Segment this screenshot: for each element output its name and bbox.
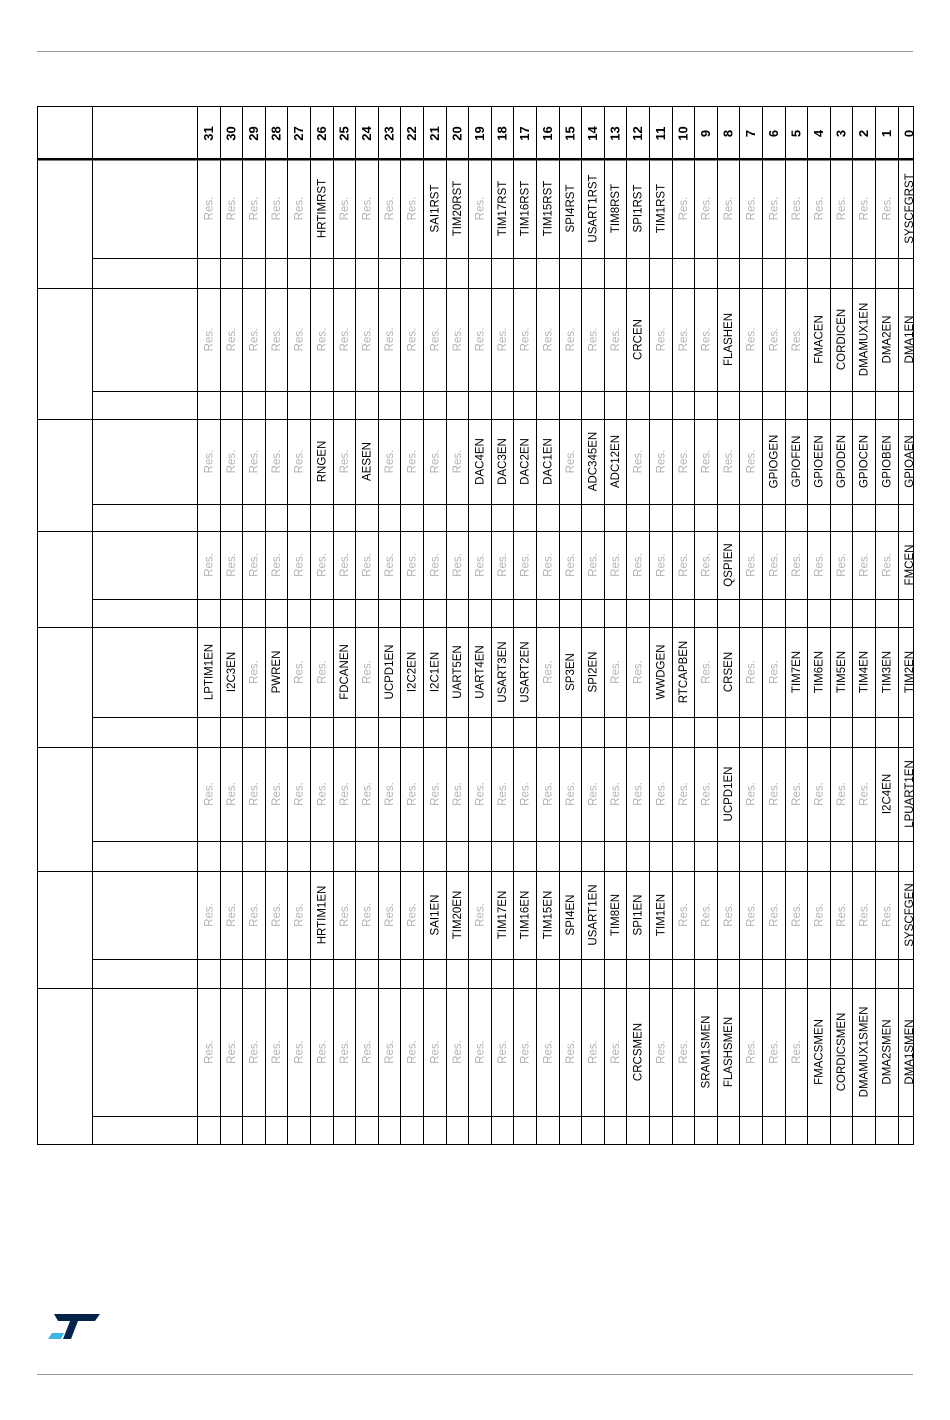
reserved-bit-label: Res.	[384, 449, 397, 474]
bit-number: 6	[765, 129, 781, 138]
reserved-bit-label: Res.	[429, 327, 442, 352]
field-name: TIM20RST	[451, 180, 464, 237]
reserved-bit-label: Res.	[564, 782, 577, 806]
field-name: DAC2EN	[519, 438, 532, 485]
field-name: TIM20EN	[451, 890, 464, 940]
reserved-bit-label: Res.	[587, 327, 600, 352]
reserved-bit-label: Res.	[881, 903, 894, 927]
reserved-bit-label: Res.	[610, 660, 623, 684]
field-name: FMCEN	[903, 544, 916, 586]
reserved-bit-label: Res.	[858, 782, 871, 806]
field-name: DMAMUX1SMEN	[858, 1006, 871, 1098]
reserved-bit-label: Res.	[587, 1040, 600, 1064]
reserved-bit-label: Res.	[700, 553, 713, 577]
field-name: CRSEN	[723, 651, 736, 693]
bit-number: 19	[472, 126, 487, 141]
field-name: ADC12EN	[610, 434, 623, 489]
reserved-bit-label: Res.	[338, 553, 351, 577]
reserved-bit-label: Res.	[203, 196, 216, 221]
field-name: SAI1RST	[429, 184, 442, 233]
reserved-bit-label: Res.	[813, 903, 826, 927]
field-name: USART2EN	[519, 641, 532, 703]
field-name: HRTIMRST	[316, 178, 329, 239]
reserved-bit-label: Res.	[790, 782, 803, 806]
reserved-bit-label: Res.	[293, 903, 306, 927]
reserved-bit-label: Res.	[406, 327, 419, 352]
field-name: LPUART1EN	[903, 760, 916, 828]
reserved-bit-label: Res.	[610, 327, 623, 352]
bit-number: 16	[539, 126, 555, 141]
reserved-bit-label: Res.	[700, 196, 713, 221]
field-name: FMACSMEN	[813, 1019, 826, 1085]
reserved-bit-label: Res.	[474, 196, 487, 221]
reserved-bit-label: Res.	[723, 449, 736, 474]
reserved-bit-label: Res.	[564, 449, 577, 474]
field-name: AESEN	[361, 442, 374, 481]
reserved-bit-label: Res.	[655, 449, 668, 474]
reserved-bit-label: Res.	[564, 327, 577, 352]
reserved-bit-label: Res.	[519, 1040, 532, 1064]
bit-number: 5	[788, 129, 804, 138]
reserved-bit-label: Res.	[677, 327, 690, 352]
reserved-bit-label: Res.	[790, 1040, 803, 1064]
reserved-bit-label: Res.	[768, 327, 781, 352]
reserved-bit-label: Res.	[406, 196, 419, 221]
bit-number: 0	[901, 129, 917, 138]
reserved-bit-label: Res.	[474, 327, 487, 352]
reserved-bit-label: Res.	[768, 553, 781, 577]
reserved-bit-label: Res.	[451, 327, 464, 352]
reserved-bit-label: Res.	[271, 449, 284, 474]
reserved-bit-label: Res.	[406, 1040, 419, 1064]
reserved-bit-label: Res.	[881, 553, 894, 577]
reserved-bit-label: Res.	[790, 553, 803, 577]
reserved-bit-label: Res.	[293, 449, 306, 474]
field-name: LPTIM1EN	[203, 643, 216, 701]
field-name: USART3EN	[497, 641, 510, 703]
reserved-bit-label: Res.	[316, 1040, 329, 1064]
bit-number-row	[201, 126, 917, 141]
field-name: TIM15EN	[542, 890, 555, 940]
field-name: GPIOGEN	[768, 434, 781, 489]
bit-number: 9	[698, 129, 713, 138]
reserved-bit-label: Res.	[836, 553, 849, 577]
reserved-bit-label: Res.	[203, 553, 216, 577]
reserved-bit-label: Res.	[384, 553, 397, 577]
bit-number: 25	[336, 126, 352, 141]
reserved-bit-label: Res.	[361, 782, 374, 806]
bit-number: 12	[630, 126, 646, 141]
reserved-bit-label: Res.	[610, 553, 623, 577]
reserved-bit-label: Res.	[225, 553, 238, 577]
reserved-bit-label: Res.	[316, 553, 329, 577]
reserved-bit-label: Res.	[248, 196, 261, 221]
reserved-bit-label: Res.	[271, 782, 284, 806]
reserved-bit-label: Res.	[384, 1040, 397, 1064]
field-name: TIM17EN	[497, 890, 510, 940]
reserved-bit-label: Res.	[723, 196, 736, 221]
bit-number: 2	[856, 129, 872, 138]
reserved-bit-label: Res.	[361, 327, 374, 352]
reserved-bit-label: Res.	[361, 553, 374, 577]
footer-rule	[37, 1374, 913, 1375]
reserved-bit-label: Res.	[610, 1040, 623, 1064]
reserved-bit-label: Res.	[632, 449, 645, 474]
field-name: TIM1EN	[655, 893, 668, 937]
reserved-bit-label: Res.	[406, 903, 419, 927]
bit-number: 15	[562, 126, 578, 141]
reserved-bit-label: Res.	[677, 1040, 690, 1064]
field-name: TIM8RST	[610, 183, 623, 234]
reserved-bit-label: Res.	[248, 1040, 261, 1064]
field-name: CORDICEN	[836, 308, 849, 371]
field-name: DAC3EN	[497, 438, 510, 485]
reserved-bit-label: Res.	[519, 782, 532, 806]
field-name: SPI1RST	[632, 184, 645, 233]
field-name: CRCEN	[632, 319, 645, 360]
field-name: TIM16EN	[519, 890, 532, 940]
reserved-bit-label: Res.	[316, 782, 329, 806]
reserved-bit-label: Res.	[723, 903, 736, 927]
bit-number: 30	[223, 126, 239, 141]
reserved-bit-label: Res.	[225, 327, 238, 352]
field-name: SAI1EN	[429, 894, 442, 936]
field-name: DAC1EN	[542, 438, 555, 485]
field-name: SYSCFGRST	[903, 173, 916, 244]
bit-number: 13	[607, 126, 623, 141]
reserved-bit-label: Res.	[248, 903, 261, 927]
field-name: HRTIM1EN	[316, 885, 329, 945]
bit-number: 11	[652, 126, 668, 141]
reserved-bit-label: Res.	[316, 660, 329, 684]
reserved-bit-label: Res.	[338, 1040, 351, 1064]
bit-number: 27	[291, 126, 307, 141]
field-name: I2C4EN	[881, 773, 894, 815]
field-name: CORDICSMEN	[836, 1012, 849, 1092]
reserved-bit-label: Res.	[225, 903, 238, 927]
reserved-bit-label: Res.	[293, 553, 306, 577]
reserved-bit-label: Res.	[497, 782, 510, 806]
field-name: TIM5EN	[836, 650, 849, 694]
bit-number: 22	[404, 126, 420, 141]
reserved-bit-label: Res.	[225, 449, 238, 474]
field-name: TIM6EN	[813, 650, 826, 694]
bit-number: 3	[833, 129, 849, 138]
reserved-bit-label: Res.	[745, 449, 758, 474]
reserved-bit-label: Res.	[203, 449, 216, 474]
reserved-bit-label: Res.	[564, 1040, 577, 1064]
reserved-bit-label: Res.	[813, 196, 826, 221]
reserved-bit-label: Res.	[338, 449, 351, 474]
field-name: GPIOBEN	[881, 435, 894, 488]
reserved-bit-label: Res.	[384, 903, 397, 927]
bit-number: 28	[268, 126, 284, 141]
field-name: UCPD1EN	[384, 644, 397, 700]
field-name: I2C2EN	[406, 651, 419, 693]
reserved-bit-label: Res.	[655, 1040, 668, 1064]
reserved-bit-label: Res.	[203, 903, 216, 927]
reserved-bit-label: Res.	[587, 553, 600, 577]
reserved-bit-label: Res.	[542, 660, 555, 684]
reserved-bit-label: Res.	[858, 553, 871, 577]
field-name: TIM8EN	[610, 893, 623, 937]
field-name: TIM1RST	[655, 183, 668, 234]
reserved-bit-label: Res.	[293, 660, 306, 684]
reserved-bit-label: Res.	[519, 327, 532, 352]
reserved-bit-label: Res.	[858, 903, 871, 927]
reserved-bit-label: Res.	[858, 196, 871, 221]
field-name: SP3EN	[564, 653, 577, 691]
reserved-bit-label: Res.	[677, 196, 690, 221]
field-name: SPI1EN	[632, 894, 645, 936]
reserved-bit-label: Res.	[768, 660, 781, 684]
reserved-bit-label: Res.	[677, 449, 690, 474]
reserved-bit-label: Res.	[361, 1040, 374, 1064]
reserved-bit-label: Res.	[451, 449, 464, 474]
field-name: I2C3EN	[225, 651, 238, 693]
field-name: DAC4EN	[474, 438, 487, 485]
bit-number: 10	[675, 126, 691, 141]
bit-number: 31	[200, 126, 216, 141]
field-name: TIM16RST	[519, 180, 532, 237]
field-name: TIM3EN	[881, 650, 894, 694]
field-name: TIM15RST	[542, 180, 555, 237]
field-name: SPI4RST	[564, 184, 577, 233]
header-rule	[37, 51, 913, 52]
reserved-bit-label: Res.	[790, 327, 803, 352]
register-map-table	[37, 106, 917, 1145]
bit-number: 1	[878, 129, 894, 138]
reserved-bit-label: Res.	[745, 660, 758, 684]
table-grid	[37, 106, 917, 1145]
field-name: RNGEN	[316, 440, 329, 483]
reserved-bit-label: Res.	[338, 196, 351, 221]
reserved-bit-label: Res.	[745, 782, 758, 806]
reserved-bit-label: Res.	[790, 903, 803, 927]
field-name: GPIODEN	[836, 434, 849, 489]
field-name: FMACEN	[813, 315, 826, 364]
reserved-bit-label: Res.	[406, 553, 419, 577]
reserved-bit-label: Res.	[474, 903, 487, 927]
reserved-bit-label: Res.	[542, 327, 555, 352]
reserved-bit-label: Res.	[632, 660, 645, 684]
bit-number: 24	[359, 126, 374, 141]
reserved-bit-label: Res.	[271, 903, 284, 927]
reserved-bit-label: Res.	[655, 327, 668, 352]
reserved-bit-label: Res.	[338, 903, 351, 927]
field-name: DMA2EN	[881, 315, 894, 364]
reserved-bit-label: Res.	[836, 903, 849, 927]
field-name: TIM2EN	[903, 650, 916, 694]
reserved-bit-label: Res.	[429, 1040, 442, 1064]
reserved-bit-label: Res.	[745, 553, 758, 577]
reserved-bit-label: Res.	[610, 782, 623, 806]
reserved-bit-label: Res.	[813, 553, 826, 577]
reserved-bit-label: Res.	[564, 553, 577, 577]
reserved-bit-label: Res.	[655, 782, 668, 806]
reserved-bit-label: Res.	[474, 553, 487, 577]
reserved-bit-label: Res.	[361, 903, 374, 927]
reserved-bit-label: Res.	[836, 196, 849, 221]
field-name: UART5EN	[451, 645, 464, 699]
reserved-bit-label: Res.	[632, 553, 645, 577]
field-name: QSPIEN	[723, 543, 736, 587]
field-name: DMA1SMEN	[903, 1019, 916, 1085]
reserved-bit-label: Res.	[271, 553, 284, 577]
reserved-bit-label: Res.	[271, 327, 284, 352]
reserved-bit-label: Res.	[745, 196, 758, 221]
reserved-bit-label: Res.	[293, 782, 306, 806]
reserved-bit-label: Res.	[632, 782, 645, 806]
reserved-bit-label: Res.	[745, 903, 758, 927]
bit-number: 29	[246, 126, 261, 141]
field-name: UART4EN	[474, 645, 487, 699]
field-name: USART1EN	[587, 884, 600, 946]
reserved-bit-label: Res.	[519, 553, 532, 577]
reserved-bit-label: Res.	[542, 1040, 555, 1064]
field-name: ADC345EN	[587, 431, 600, 492]
field-name: SPI4EN	[564, 894, 577, 936]
field-name: GPIOFEN	[790, 435, 803, 488]
reserved-bit-label: Res.	[700, 327, 713, 352]
reserved-bit-label: Res.	[248, 553, 261, 577]
reserved-bit-label: Res.	[700, 449, 713, 474]
field-name: RTCAPBEN	[677, 640, 690, 704]
field-name: TIM4EN	[858, 650, 871, 694]
bit-number: 18	[494, 126, 510, 141]
reserved-bit-label: Res.	[384, 196, 397, 221]
reserved-bit-label: Res.	[203, 327, 216, 352]
field-name: DMA1EN	[903, 315, 916, 364]
reserved-bit-label: Res.	[768, 1040, 781, 1064]
field-name: FLASHEN	[723, 312, 736, 367]
field-name: TIM7EN	[790, 650, 803, 694]
field-name: DMAMUX1EN	[858, 302, 871, 377]
bit-number: 20	[449, 126, 465, 141]
reserved-bit-label: Res.	[248, 327, 261, 352]
field-name: GPIOEEN	[813, 435, 826, 488]
reserved-bit-label: Res.	[406, 449, 419, 474]
reserved-bit-label: Res.	[293, 1040, 306, 1064]
bit-number: 23	[381, 126, 397, 141]
reserved-bit-label: Res.	[293, 196, 306, 221]
reserved-bit-label: Res.	[813, 782, 826, 806]
reserved-bit-label: Res.	[587, 782, 600, 806]
field-name: FDCANEN	[338, 644, 351, 700]
reserved-bit-label: Res.	[700, 903, 713, 927]
field-name: USART1RST	[587, 174, 600, 243]
reserved-bit-label: Res.	[225, 782, 238, 806]
reserved-bit-label: Res.	[271, 1040, 284, 1064]
reserved-bit-label: Res.	[497, 553, 510, 577]
reserved-bit-label: Res.	[768, 782, 781, 806]
reserved-bit-label: Res.	[384, 327, 397, 352]
reserved-bit-label: Res.	[474, 1040, 487, 1064]
bit-number: 8	[720, 129, 736, 138]
field-name: WWDGEN	[655, 644, 668, 700]
reserved-bit-label: Res.	[768, 196, 781, 221]
reserved-bit-label: Res.	[700, 660, 713, 684]
bit-number: 17	[517, 126, 533, 141]
reserved-bit-label: Res.	[429, 553, 442, 577]
reserved-bit-label: Res.	[361, 196, 374, 221]
reserved-bit-label: Res.	[203, 782, 216, 806]
field-name: SPI2EN	[587, 651, 600, 693]
field-name: GPIOCEN	[858, 434, 871, 489]
field-name: SYSCFGEN	[903, 883, 916, 947]
reserved-bit-label: Res.	[338, 782, 351, 806]
bit-number: 4	[811, 129, 826, 138]
field-name: TIM17RST	[497, 180, 510, 237]
reserved-bit-label: Res.	[225, 196, 238, 221]
reserved-bit-label: Res.	[248, 660, 261, 684]
bit-number: 26	[313, 126, 329, 141]
reserved-bit-label: Res.	[203, 1040, 216, 1064]
reserved-bit-label: Res.	[836, 782, 849, 806]
reserved-bit-label: Res.	[271, 196, 284, 221]
reserved-bit-label: Res.	[338, 327, 351, 352]
reserved-bit-label: Res.	[677, 782, 690, 806]
reserved-bit-label: Res.	[677, 903, 690, 927]
reserved-bit-label: Res.	[497, 327, 510, 352]
reserved-bit-label: Res.	[248, 782, 261, 806]
reserved-bit-label: Res.	[384, 782, 397, 806]
st-logo-icon	[44, 1311, 102, 1342]
bit-number: 14	[585, 126, 600, 141]
field-name: CRCSMEN	[632, 1022, 645, 1082]
reserved-bit-label: Res.	[542, 553, 555, 577]
reserved-bit-label: Res.	[881, 196, 894, 221]
reserved-bit-label: Res.	[474, 782, 487, 806]
reserved-bit-label: Res.	[451, 1040, 464, 1064]
reserved-bit-label: Res.	[497, 1040, 510, 1064]
reserved-bit-label: Res.	[361, 660, 374, 684]
field-name: I2C1EN	[429, 651, 442, 693]
reserved-bit-label: Res.	[451, 553, 464, 577]
field-name: SRAM1SMEN	[700, 1015, 713, 1089]
field-name: FLASHSMEN	[723, 1016, 736, 1088]
reserved-bit-label: Res.	[745, 1040, 758, 1064]
reserved-bit-label: Res.	[316, 327, 329, 352]
bit-number: 7	[743, 129, 759, 138]
reserved-bit-label: Res.	[745, 327, 758, 352]
reserved-bit-label: Res.	[790, 196, 803, 221]
reserved-bit-label: Res.	[655, 553, 668, 577]
field-name: GPIOAEN	[903, 435, 916, 488]
reserved-bit-label: Res.	[542, 782, 555, 806]
reserved-bit-label: Res.	[451, 782, 464, 806]
reserved-bit-label: Res.	[429, 782, 442, 806]
field-name: UCPD1EN	[723, 766, 736, 822]
reserved-bit-label: Res.	[293, 327, 306, 352]
reserved-bit-label: Res.	[248, 449, 261, 474]
reserved-bit-label: Res.	[429, 449, 442, 474]
reserved-bit-label: Res.	[768, 903, 781, 927]
reserved-bit-label: Res.	[700, 782, 713, 806]
field-name: DMA2SMEN	[881, 1019, 894, 1085]
reserved-bit-label: Res.	[406, 782, 419, 806]
bit-number: 21	[426, 126, 442, 141]
reserved-bit-label: Res.	[677, 553, 690, 577]
field-name: PWREN	[271, 650, 284, 694]
reserved-bit-label: Res.	[225, 1040, 238, 1064]
